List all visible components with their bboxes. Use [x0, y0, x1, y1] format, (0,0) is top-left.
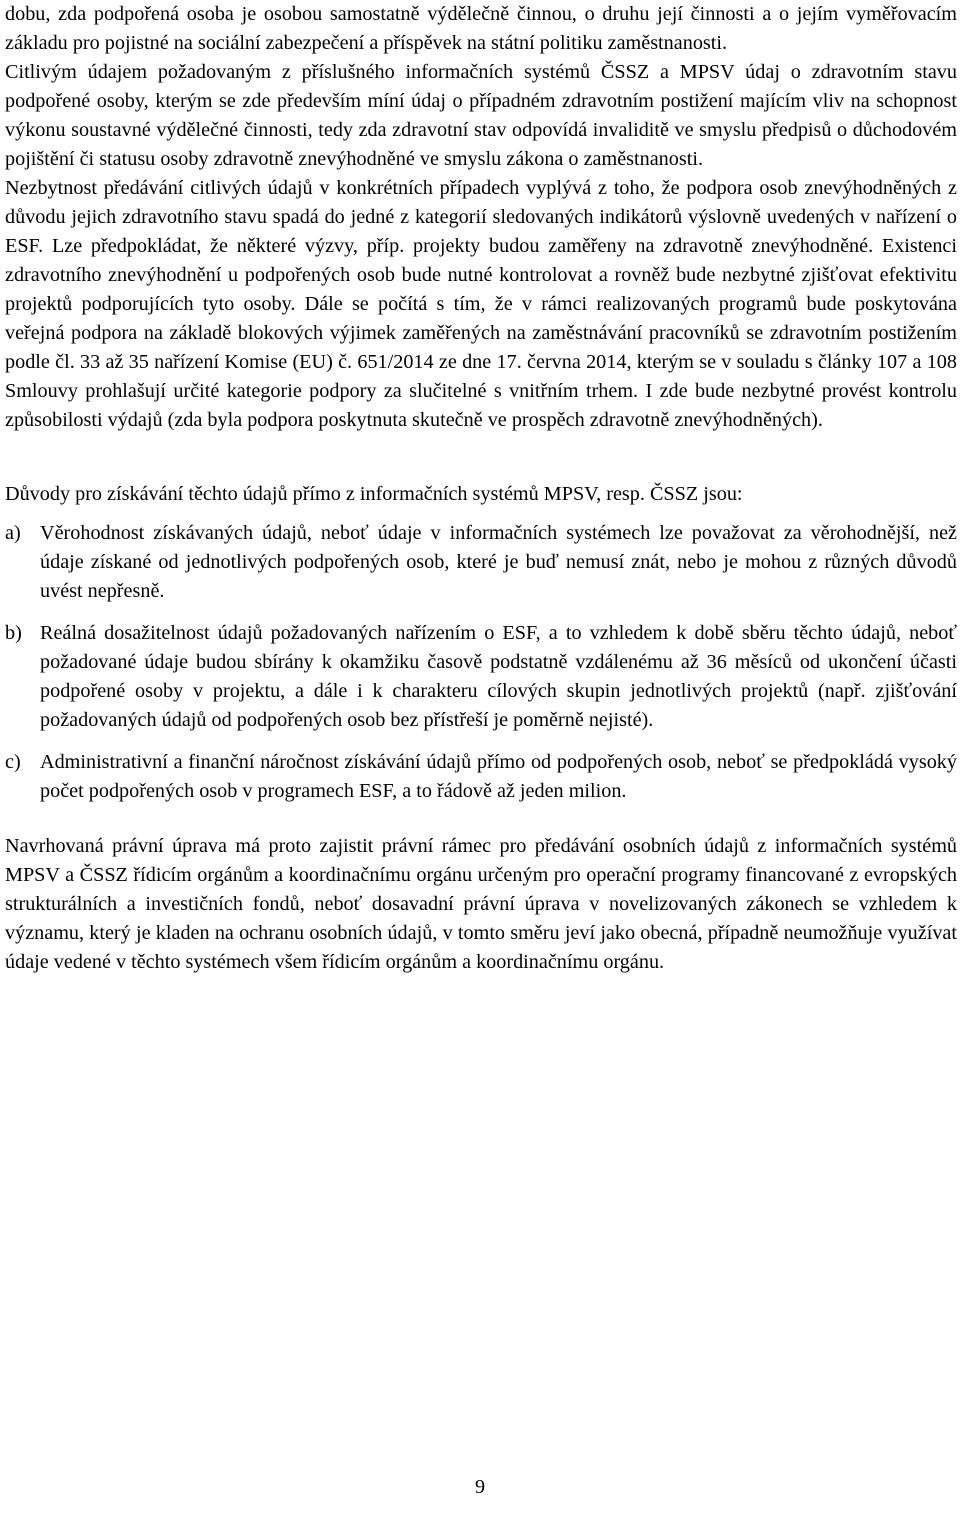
list-item: [5, 619, 957, 735]
list-item-text: Administrativní a finanční náročnost získávání údajů přímo od podpořených osob, neboť se předpokládá vysoký počet podpořených osob v programech ESF, a to řádově až jeden milion.: [40, 751, 957, 802]
paragraph-sensitive-data: Citlivým údajem požadovaným z příslušného informačních systémů ČSSZ a MPSV údaj o zdravotním stavu podpořené osoby, kterým se zde především míní údaj o případném zdravotním postižení majícím vliv na schopnost výkonu soustavné výdělečné činnosti, tedy zda zdravotní stav odpovídá invaliditě ve smyslu předpisů o důchodovém pojištění či statusu osoby zdravotně znevýhodněné ve smyslu zákona o zaměstnanosti.: [5, 61, 957, 170]
list-item: [5, 519, 957, 606]
paragraph-reasons-intro: Důvody pro získávání těchto údajů přímo z informačních systémů MPSV, resp. ČSSZ jsou:: [5, 483, 743, 505]
reasons-list: [5, 519, 957, 806]
list-item-text: Věrohodnost získávaných údajů, neboť údaje v informačních systémech lze považovat za věrohodnější, než údaje získané od jednotlivých podpořených osob, které je buď nemusí znát, nebo je mohou z různých důvodů uvést nepřesně.: [40, 522, 957, 602]
list-item: [5, 748, 957, 806]
document-page: [5, 0, 957, 977]
page-number: 9: [474, 1476, 486, 1498]
list-marker: c): [5, 751, 21, 773]
list-marker: b): [5, 622, 22, 644]
list-item-text: Reálná dosažitelnost údajů požadovaných nařízením o ESF, a to vzhledem k době sběru těchto údajů, neboť požadované údaje budou sbírány k okamžiku časově podstatně vzdálenému až 36 měsíců od ukončení účasti podpořené osoby v projektu, a dále i k charakteru cílových skupin jednotlivých projektů (např. zjišťování požadovaných údajů od podpořených osob bez přístřeší je poměrně nejisté).: [40, 622, 957, 731]
list-marker: a): [5, 522, 21, 544]
paragraph-legal-framework: Navrhovaná právní úprava má proto zajistit právní rámec pro předávání osobních údajů z informačních systémů MPSV a ČSSZ řídicím orgánům a koordinačnímu orgánu určeným pro operační programy financované z evropských strukturálních a investičních fondů, neboť dosavadní právní úprava v novelizovaných zákonech se vzhledem k významu, který je kladen na ochranu osobních údajů, v tomto směru jeví jako obecná, případně neumožňuje využívat údaje vedené v těchto systémech všem řídicím orgánům a koordinačnímu orgánu.: [5, 835, 957, 973]
paragraph-necessity: Nezbytnost předávání citlivých údajů v konkrétních případech vyplývá z toho, že podpora osob znevýhodněných z důvodu jejich zdravotního stavu spadá do jedné z kategorií sledovaných indikátorů výslovně uvedených v nařízení o ESF. Lze předpokládat, že některé výzvy, příp. projekty budou zaměřeny na zdravotně znevýhodněné. Existenci zdravotního znevýhodnění u podpořených osob bude nutné kontrolovat a rovněž bude nezbytné zjišťovat efektivitu projektů podporujících tyto osoby. Dále se počítá s tím, že v rámci realizovaných programů bude poskytována veřejná podpora na základě blokových výjimek zaměřených na zaměstnávání pracovníků se zdravotním postižením podle čl. 33 až 35 nařízení Komise (EU) č. 651/2014 ze dne 17. června 2014, kterým se v souladu s články 107 a 108 Smlouvy prohlašují určité kategorie podpory za slučitelné s vnitřním trhem. I zde bude nezbytné provést kontrolu způsobilosti výdajů (zda byla podpora poskytnuta skutečně ve prospěch zdravotně znevýhodněných).: [5, 177, 957, 431]
paragraph-continuation: dobu, zda podpořená osoba je osobou samostatně výdělečně činnou, o druhu její činnosti a o jejím vyměřovacím základu pro pojistné na sociální zabezpečení a příspěvek na státní politiku zaměstnanosti.: [5, 3, 957, 54]
